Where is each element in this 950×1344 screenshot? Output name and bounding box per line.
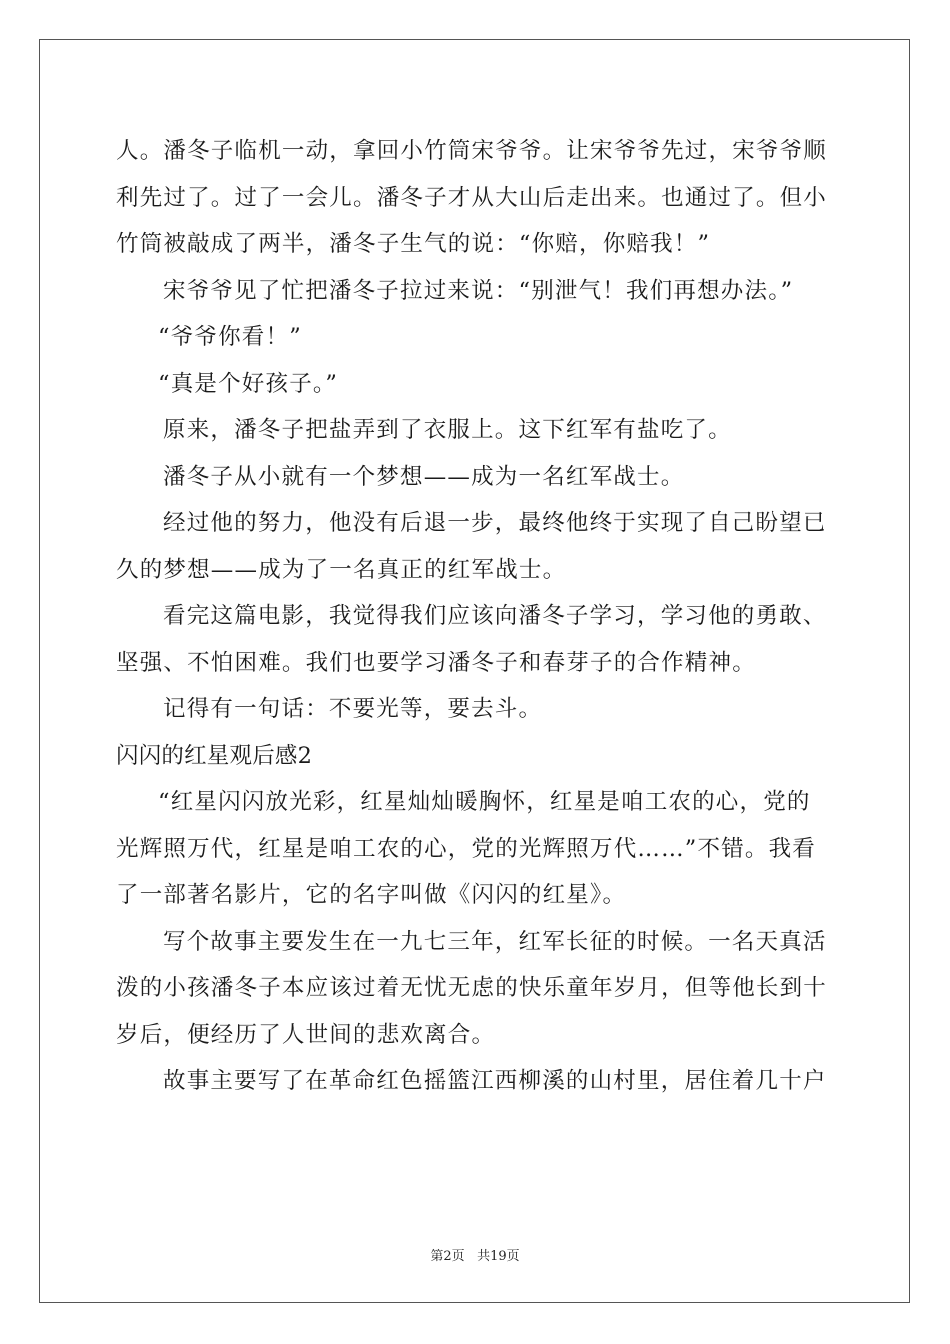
text-line: 久的梦想——成为了一名真正的红军战士。: [116, 556, 567, 583]
text-line: 了一部著名影片，它的名字叫做《闪闪的红星》。: [116, 882, 627, 908]
text-line: “红星闪闪放光彩，红星灿灿暖胸怀，红星是咱工农的心，党的: [158, 789, 811, 815]
text-line: 岁后，便经历了人世间的悲欢离合。: [116, 1021, 496, 1048]
text-line: 利先过了。过了一会儿。潘冬子才从大山后走出来。也通过了。但小: [116, 184, 828, 211]
page-footer: [0, 1245, 950, 1264]
text-line: 看完这篇电影，我觉得我们应该向潘冬子学习，学习他的勇敢、: [163, 603, 827, 629]
page-total: 共19页: [477, 1249, 520, 1264]
text-line: “爷爷你看！”: [158, 324, 302, 350]
text-line: 潘冬子从小就有一个梦想——成为一名红军战士。: [163, 463, 685, 490]
text-line: 写个故事主要发生在一九七三年，红军长征的时候。一名天真活: [163, 928, 827, 955]
page-number: 第2页: [430, 1249, 465, 1264]
text-line: 人。潘冬子临机一动，拿回小竹筒宋爷爷。让宋爷爷先过，宋爷爷顺: [116, 138, 828, 164]
text-line: 竹筒被敲成了两半，潘冬子生气的说：“你赔，你赔我！”: [116, 231, 711, 257]
text-line: 故事主要写了在革命红色摇篮江西柳溪的山村里，居住着几十户: [163, 1068, 827, 1094]
section-heading: 闪闪的红星观后感2: [116, 742, 313, 769]
text-line: 泼的小孩潘冬子本应该过着无忧无虑的快乐童年岁月，但等他长到十: [116, 975, 828, 1001]
text-line: 原来，潘冬子把盐弄到了衣服上。这下红军有盐吃了。: [163, 417, 732, 443]
text-line: 记得有一句话：不要光等，要去斗。: [163, 696, 543, 722]
text-line: 宋爷爷见了忙把潘冬子拉过来说：“别泄气！我们再想办法。”: [163, 277, 794, 304]
document-body: [116, 128, 834, 1105]
text-line: 坚强、不怕困难。我们也要学习潘冬子和春芽子的合作精神。: [116, 649, 756, 676]
text-line: “真是个好孩子。”: [158, 370, 339, 397]
text-line: 光辉照万代，红星是咱工农的心，党的光辉照万代……”不错。我看: [116, 835, 817, 862]
text-line: 经过他的努力，他没有后退一步，最终他终于实现了自己盼望已: [163, 510, 827, 536]
